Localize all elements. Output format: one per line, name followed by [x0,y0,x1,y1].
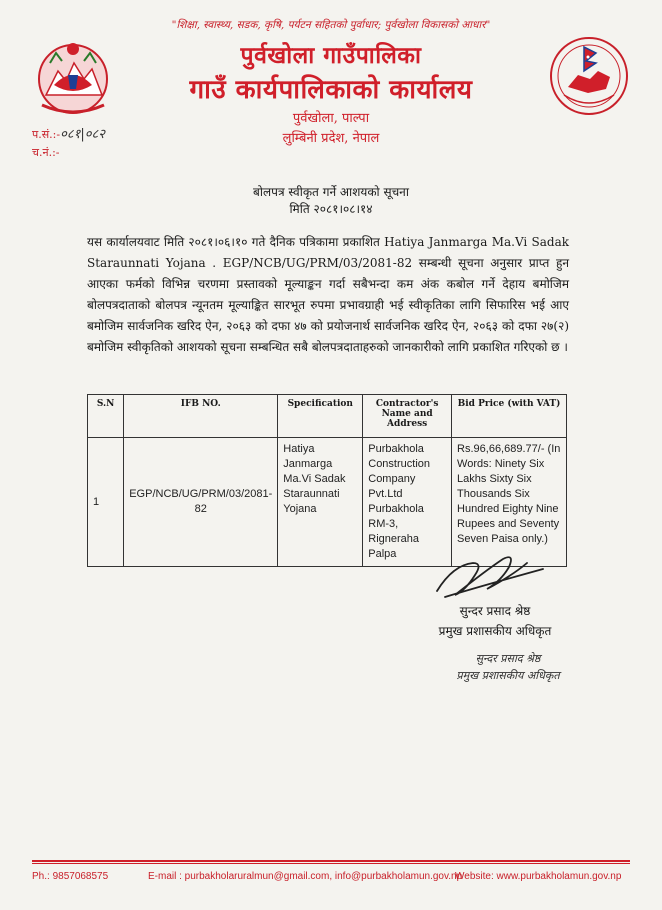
tagline: "शिक्षा, स्वास्थ्य, सडक, कृषि, पर्यटन सहितको पुर्वाधार; पुर्वखोला विकासको आधार" [171,19,491,31]
cell-bid-price: Rs.96,66,689.77/- (In Words: Ninety Six Lakhs Sixty Six Thousands Six Hundred Eighty Nine Rupees and Seventy Seven Paisa only.) [452,438,567,567]
signatory-title: प्रमुख प्रशासकीय अधिकृत [438,624,552,638]
address-district: पुर्वखोला, पाल्पा [292,111,370,126]
header-ifb-no: IFB NO. [124,395,278,438]
name-stamp [438,650,578,684]
footer-website: Website: www.purbakholamun.gov.np [455,871,622,882]
dispatch-number-label: च.नं.:- [32,146,60,159]
reference-value: ०८१|०८२ [60,127,106,142]
stamp-title: प्रमुख प्रशासकीय अधिकृत [456,669,560,682]
cell-specification: Hatiya Janmarga Ma.Vi Sadak Staraunnati Yojana [278,438,363,567]
notice-title: बोलपत्र स्वीकृत गर्ने आशयको सूचना [253,185,409,199]
footer-email: E-mail : purbakholaruralmun@gmail.com, info@purbakholamun.gov.np [148,871,463,882]
reference-label: प.सं.:- [32,128,61,141]
header-sn: S.N [88,395,124,438]
stamp-name: सुन्दर प्रसाद श्रेष्ठ [475,652,541,665]
header-bid-price: Bid Price (with VAT) [452,395,567,438]
bid-table [87,394,567,567]
notice-date: मिति २०८१।०८।१४ [289,202,373,216]
footer-phone: Ph.: 9857068575 [32,871,109,882]
address-province: लुम्बिनी प्रदेश, नेपाल [282,131,380,146]
signatory-name: सुन्दर प्रसाद श्रेष्ठ [459,604,531,618]
cell-sn: 1 [88,438,124,567]
notice-body: यस कार्यालयवाट मिति २०८१।०६।१० गते दैनिक पत्रिकामा प्रकाशित Hatiya Janmarga Ma.Vi Sadak Staraunnati Yojana . EGP/NCB/UG/PRM/03/2081-82 सम्बन्धी सूचना अनुसार प्राप्त हुन आएका फर्मको विभिन्न चरणमा प्रस्तावको मूल्याङ्कन गर्दा सबैभन्दा कम अंक कबोल गर्ने देहाय बमोजिम बोलपत्रदाताको बोलपत्र न्यूनतम मूल्याङ्कित सारभूत रुपमा प्रभावग्राही भई स्वीकृतिका लागि सिफारिस भई आए बमोजिम सार्वजनिक खरिद ऐन, २०६३ को दफा ४७ को प्रयोजनार्थ सार्वजनिक खरिद ऐन, २०६३ को दफा २७(२) बमोजिम स्वीकृतिको आशयको सूचना सम्बन्धित सबै बोलपत्रदाताहरुको जानकारीको लागि प्रकाशित गरिएको छ । [87,235,569,354]
cell-ifb-no: EGP/NCB/UG/PRM/03/2081-82 [124,438,278,567]
header-contractor: Contractor's Name and Address [363,395,452,438]
municipality-name: पुर्वखोला गाउँपालिका [240,42,422,69]
table-header-row [88,395,567,438]
letter-reference-number [32,124,105,142]
footer-divider [32,860,630,862]
office-name: गाउँ कार्यपालिकाको कार्यालय [189,75,473,105]
cell-contractor: Purbakhola Construction Company Pvt.Ltd Purbakhola RM-3, Rigneraha Palpa [363,438,452,567]
footer-divider-thin [32,863,630,864]
header-specification: Specification [278,395,363,438]
